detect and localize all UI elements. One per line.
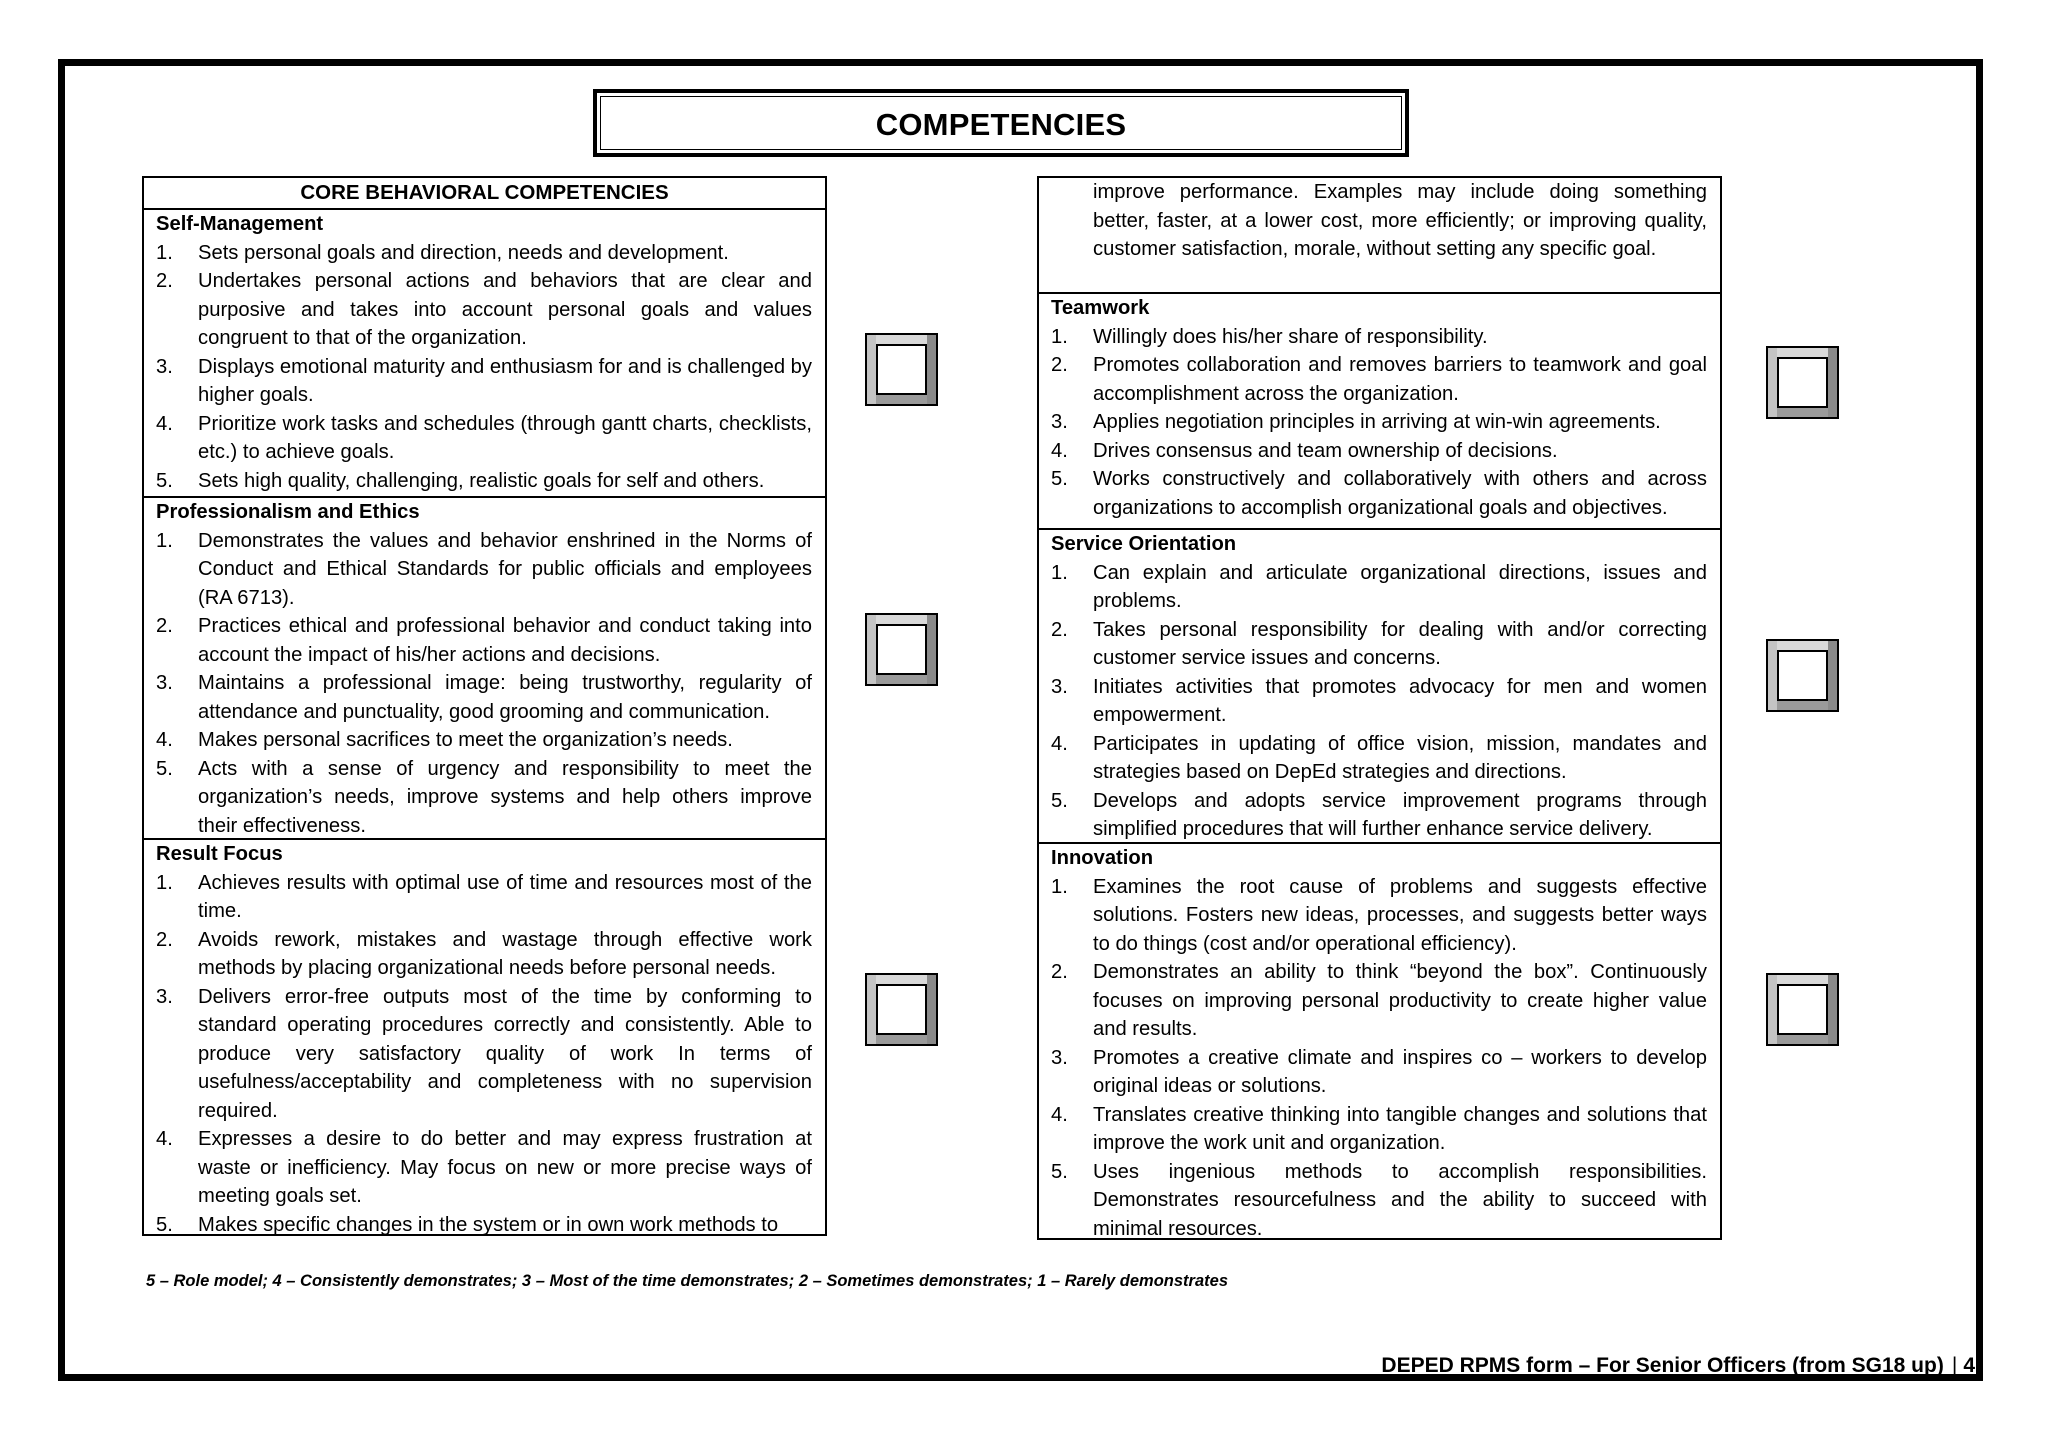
list-item: 3. Promotes a creative climate and inspires co – workers to develop original ideas or solutions. bbox=[1051, 1046, 1707, 1097]
section-title: Professionalism and Ethics bbox=[156, 501, 420, 523]
page-number: 4 bbox=[1963, 1354, 1975, 1377]
list-item: 2. Demonstrates an ability to think “beyond the box”. Continuously focuses on improving personal productivity to create higher value and results. bbox=[1051, 961, 1707, 1040]
footer-separator: | bbox=[1951, 1354, 1958, 1377]
section-innovation bbox=[1039, 842, 1720, 1243]
section-title: Teamwork bbox=[1051, 297, 1150, 319]
page-footer bbox=[1381, 1354, 1975, 1378]
list-item: 4. Expresses a desire to do better and may express frustration at waste or inefficiency. May focus on new or more precise ways of meeting goals set. bbox=[156, 1128, 812, 1207]
section-title: Result Focus bbox=[156, 843, 283, 865]
list-item: 1. Demonstrates the values and behavior enshrined in the Norms of Conduct and Ethical Standards for public officials and employees (RA 6713). bbox=[156, 529, 812, 609]
list-item: 1. Achieves results with optimal use of time and resources most of the time. bbox=[156, 871, 812, 922]
section-title: Self-Management bbox=[156, 213, 324, 235]
list-item: 5. Sets high quality, challenging, realistic goals for self and others. bbox=[156, 469, 765, 492]
list-item: 2. Practices ethical and professional behavior and conduct taking into account the impact of his/her actions and decisions. bbox=[156, 615, 812, 666]
list-item: 4. Translates creative thinking into tangible changes and solutions that improve the work unit and organization. bbox=[1051, 1103, 1707, 1154]
list-item: 2. Avoids rework, mistakes and wastage through effective work methods by placing organizational needs before personal needs. bbox=[156, 928, 812, 979]
footer-label: DEPED RPMS form – For Senior Officers (from SG18 up) bbox=[1381, 1354, 1944, 1377]
rating-box-self-management[interactable] bbox=[865, 333, 938, 406]
list-item: 3. Displays emotional maturity and enthusiasm for and is challenged by higher goals. bbox=[156, 355, 812, 406]
section-result-focus bbox=[144, 838, 825, 1239]
result-focus-continuation bbox=[1039, 178, 1720, 292]
rating-box-teamwork[interactable] bbox=[1766, 346, 1839, 419]
list-item: 4. Drives consensus and team ownership of decisions. bbox=[1051, 439, 1558, 462]
section-teamwork bbox=[1039, 292, 1720, 528]
section-self-management bbox=[144, 210, 825, 496]
list-item: 3. Applies negotiation principles in arriving at win-win agreements. bbox=[1051, 411, 1661, 433]
list-item: 3. Delivers error-free outputs most of the time by conforming to standard operating procedures correctly and consistently. Able to produce very satisfactory quality of work In terms of usefulness/acceptability and completeness with no supervision required. bbox=[156, 985, 812, 1122]
list-item: 3. Initiates activities that promotes advocacy for men and women empowerment. bbox=[1051, 675, 1707, 726]
list-item: 4. Prioritize work tasks and schedules (through gantt charts, checklists, etc.) to achieve goals. bbox=[156, 412, 812, 463]
list-item: 5. Works constructively and collaboratively with others and across organizations to accomplish organizational goals and objectives. bbox=[1051, 468, 1707, 519]
list-item: 5. Makes specific changes in the system or in own work methods to bbox=[156, 1213, 779, 1236]
rating-box-result-focus[interactable] bbox=[865, 973, 938, 1046]
title-box bbox=[593, 89, 1409, 157]
table-header: CORE BEHAVIORAL COMPETENCIES bbox=[144, 178, 825, 210]
list-item: 3. Maintains a professional image: being trustworthy, regularity of attendance and punctuality, good grooming and communication. bbox=[156, 672, 812, 723]
continuation-text: improve performance. Examples may include doing something better, faster, at a lower cost, more efficiently; or improving quality, customer satisfaction, morale, without setting any specific goal. bbox=[1093, 181, 1707, 260]
list-item: 2. Promotes collaboration and removes barriers to teamwork and goal accomplishment across the organization. bbox=[1051, 354, 1707, 405]
rating-box-service-orientation[interactable] bbox=[1766, 639, 1839, 712]
list-item: 5. Develops and adopts service improvement programs through simplified procedures that will further enhance service delivery. bbox=[1051, 789, 1707, 840]
core-competencies-table bbox=[142, 176, 827, 1236]
core-competencies-table-continued bbox=[1037, 176, 1722, 1240]
list-item: 4. Participates in updating of office vision, mission, mandates and strategies based on DepEd strategies and directions. bbox=[1051, 732, 1707, 783]
list-item: 4. Makes personal sacrifices to meet the organization’s needs. bbox=[156, 729, 733, 751]
list-item: 2. Takes personal responsibility for dealing with and/or correcting customer service issues and concerns. bbox=[1051, 618, 1707, 669]
rating-legend: 5 – Role model; 4 – Consistently demonstrates; 3 – Most of the time demonstrates; 2 – Sometimes demonstrates; 1 – Rarely demonstrates bbox=[146, 1272, 1228, 1290]
list-item: 5. Uses ingenious methods to accomplish responsibilities. Demonstrates resourcefulness and the ability to succeed with minimal resources. bbox=[1051, 1160, 1707, 1240]
section-professionalism-ethics bbox=[144, 496, 825, 838]
rating-box-innovation[interactable] bbox=[1766, 973, 1839, 1046]
list-item: 1. Examines the root cause of problems and suggests effective solutions. Fosters new ideas, processes, and suggests better ways to do things (cost and/or operational efficiency). bbox=[1051, 875, 1707, 955]
section-title: Innovation bbox=[1051, 847, 1154, 869]
section-title: Service Orientation bbox=[1051, 533, 1237, 555]
list-item: 1. Sets personal goals and direction, needs and development. bbox=[156, 241, 729, 264]
list-item: 1. Willingly does his/her share of responsibility. bbox=[1051, 325, 1488, 348]
section-service-orientation bbox=[1039, 528, 1720, 842]
list-item: 1. Can explain and articulate organizational directions, issues and problems. bbox=[1051, 561, 1707, 612]
rating-box-professionalism-ethics[interactable] bbox=[865, 613, 938, 686]
list-item: 5. Acts with a sense of urgency and responsibility to meet the organization’s needs, improve systems and help others improve their effectiveness. bbox=[156, 757, 812, 837]
page-title: COMPETENCIES bbox=[875, 107, 1127, 142]
list-item: 2. Undertakes personal actions and behaviors that are clear and purposive and takes into account personal goals and values congruent to that of the organization. bbox=[156, 270, 812, 349]
